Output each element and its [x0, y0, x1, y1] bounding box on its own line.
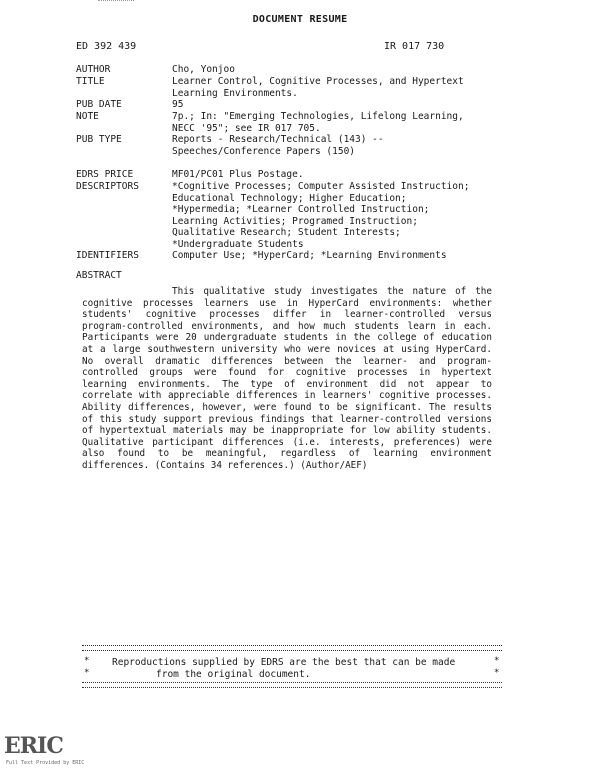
field-value: MF01/PC01 Plus Postage. — [172, 169, 304, 180]
notice-line: from the original document. — [156, 669, 311, 680]
field-value: Educational Technology; Higher Education; — [172, 192, 407, 204]
eric-logo-subtext: Full Text Provided by ERIC — [6, 760, 85, 766]
field-value: 7p.; In: "Emerging Technologies, Lifelong Learning, — [172, 111, 464, 122]
eric-logo: ERIC — [4, 733, 63, 759]
notice-left-border: * — [84, 656, 90, 666]
field-value: Speeches/Conference Papers (150) — [172, 145, 356, 157]
field-note — [76, 111, 596, 134]
ir-number: IR 017 730 — [384, 41, 445, 52]
field-value: *Undergraduate Students — [172, 238, 304, 250]
notice-top-border — [82, 645, 502, 651]
field-label: PUB TYPE — [76, 134, 122, 145]
scan-smudge — [98, 0, 134, 7]
field-value: Computer Use; *HyperCard; *Learning Environments — [172, 250, 447, 261]
field-value: Learner Control, Cognitive Processes, and Hypertext — [172, 76, 464, 87]
reproduction-notice — [112, 657, 455, 681]
notice-left-border: * — [84, 668, 90, 678]
notice-bottom-border — [82, 682, 502, 688]
field-label: TITLE — [76, 76, 105, 87]
field-title — [76, 76, 596, 99]
field-pub-date — [76, 99, 596, 111]
field-value: Cho, Yonjoo — [172, 64, 235, 75]
field-label: EDRS PRICE — [76, 169, 134, 180]
field-label: NOTE — [76, 111, 99, 122]
notice-right-border: * — [494, 668, 500, 678]
field-label: DESCRIPTORS — [76, 181, 139, 192]
field-label: IDENTIFIERS — [76, 250, 139, 261]
field-label: AUTHOR — [76, 64, 111, 75]
field-value: Learning Environments. — [172, 87, 298, 99]
field-value: NECC '95"; see IR 017 705. — [172, 122, 321, 134]
ed-number: ED 392 439 — [76, 41, 137, 52]
document-title: DOCUMENT RESUME — [252, 14, 348, 25]
field-edrs-price — [76, 169, 596, 181]
field-value: Reports - Research/Technical (143) -- — [172, 134, 384, 145]
field-value: 95 — [172, 99, 184, 110]
abstract-text: This qualitative study investigates the nature of the cognitive processes learners use in HyperCard environments: whether students' cognitive processes differ in learner-controlled versus program-controlled environments, and how much students learn in each. Participants were 20 undergraduate students in the college of education at a large southwestern university who were novices at using HyperCard. No overall dramatic differences between the learner- and program-controlled groups were found for cognitive processes in hypertext learning environments. The type of environment did not appear to correlate with appreciable differences in learners' cognitive processes. Ability differences, however, were found to be significant. The results of this study support previous findings that learner-controlled versions of hypertextual materials may be inappropriate for low ability students. Qualitative participant differences (i.e. interests, preferences) were also found to be meaningful, regardless of learning environment differences. (Contains 34 references.) (Author/AEF) — [82, 286, 492, 471]
field-label: PUB DATE — [76, 99, 122, 110]
field-descriptors — [76, 181, 596, 250]
notice-line: Reproductions supplied by EDRS are the best that can be made — [112, 657, 456, 668]
field-author — [76, 64, 596, 76]
field-value: Qualitative Research; Student Interests; — [172, 227, 401, 238]
field-pub-type — [76, 134, 596, 157]
notice-right-border: * — [494, 656, 500, 666]
field-value: *Cognitive Processes; Computer Assisted Instruction; — [172, 181, 470, 192]
field-value: Learning Activities; Programed Instruction; — [172, 215, 418, 227]
abstract-label: ABSTRACT — [76, 270, 122, 281]
field-value: *Hypermedia; *Learner Controlled Instruction; — [172, 204, 430, 215]
field-identifiers — [76, 250, 596, 262]
